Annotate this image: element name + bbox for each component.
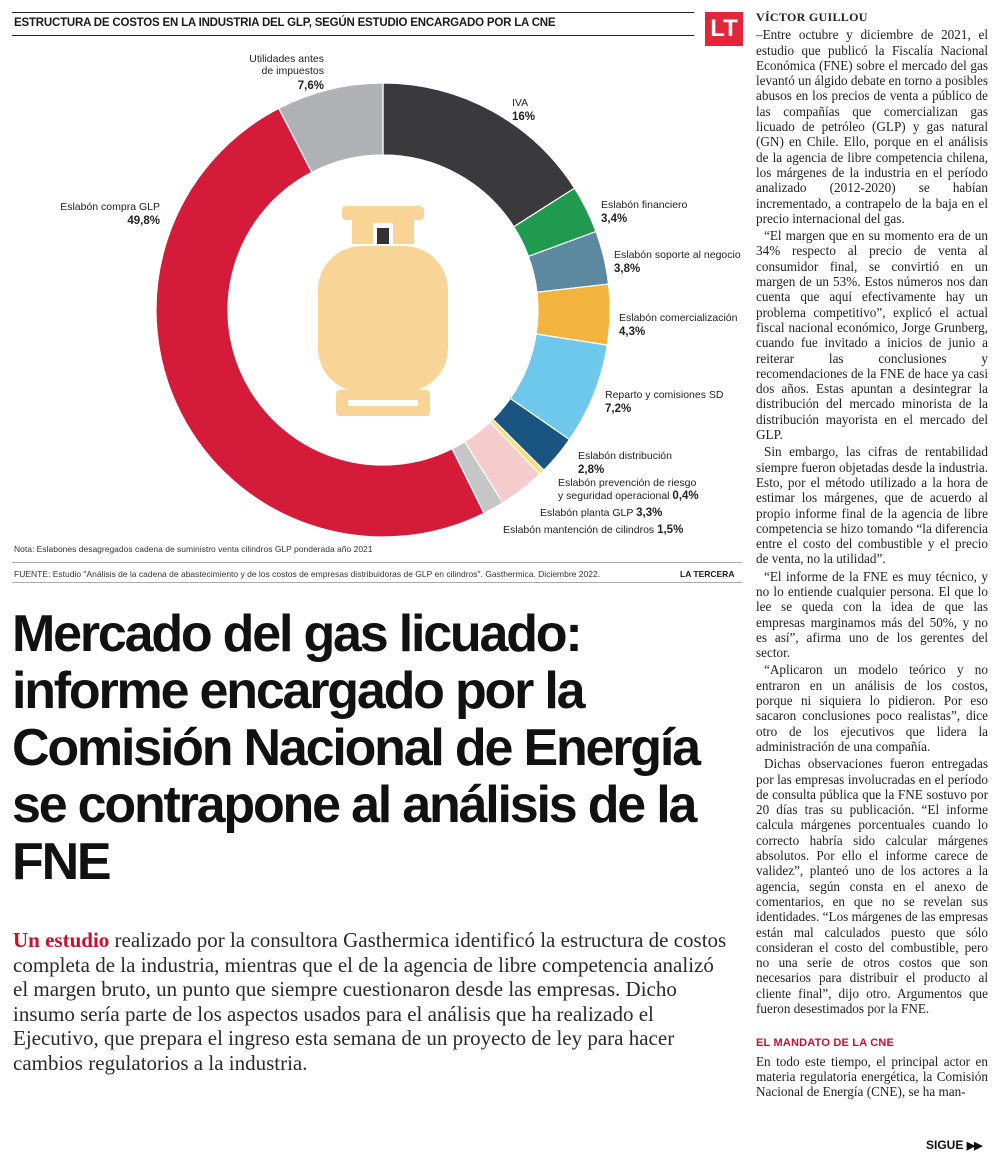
slice-label: Utilidades antes de impuestos [249,53,324,77]
slice-label: Eslabón comercialización [619,312,738,324]
headline: Mercado del gas licuado: informe encargado por la Comisión Nacional de Energía se contrapone al análisis de la FNE [12,605,699,891]
slice-value: 7,2% [605,403,632,415]
slice-label: Eslabón distribución [578,450,672,462]
article-paragraph: “Aplicaron un modelo teórico y no entraron en un análisis de los costos, porque ni siquiera lo pidieron. Por eso sacaron conclusiones poco realistas”, dice otro de los ejecutivos que lidera la administración de una compañía. [756,662,988,754]
slice-label: Eslabón mantención de cilindros 1,5% [503,524,684,536]
continue-arrows-icon: ▶▶ [966,1140,982,1152]
slice-value: 3,4% [601,213,628,225]
article-paragraph: “El informe de la FNE es muy técnico, y no lo entiende cualquier persona. El que lo lee se queda con la idea de que las empresas marginamos más del 50%, y no es así”, afirma uno de los gerentes del sector. [756,568,988,661]
slice-value: 2,8% [578,464,605,476]
article-column [756,10,988,1101]
article-paragraph: “El margen que en su momento era de un 34% respecto al precio de venta al consumidor final, se convirtió en un margen de un 53%. Estos números nos dan cuenta que aquí efectivamente hay un problema competitivo”, explicó el actual fiscal nacional económico, Jorge Grunberg, cuando fue invitado a inicios de junio a reiterar las conclusiones y recomendaciones de la FNE de hace ya casi dos años. Estas apuntan a desintegrar la distribución del mercado minorista de la distribución mayorista en el mercado del GLP. [756,228,988,443]
chart-title: ESTRUCTURA DE COSTOS EN LA INDUSTRIA DEL GLP, SEGÚN ESTUDIO ENCARGADO POR LA CNE [14,17,556,29]
slice-label: Reparto y comisiones SD [605,389,724,401]
lead-kicker: Un estudio [13,928,110,952]
chart-source: FUENTE: Estudio "Análisis de la cadena de abastecimiento y de los costos de empresas distribuidoras de GLP en cilindros". Gasthermica. Diciembre 2022. [14,569,601,579]
chart-note: Nota: Eslabones desagregados cadena de suministro venta cilindros GLP ponderada año 2021 [14,544,373,554]
donut-chart [0,40,745,540]
chart-bottom-rule [12,582,742,583]
article-paragraph: Sin embargo, las cifras de rentabilidad siempre fueron objetadas desde la industria. Esto, por el método utilizado a la hora de estimar los márgenes, que de acuerdo al propio informe final de la agencia de libre competencia se hizo tomando “la diferencia entre el costo del combustible y el precio de venta, no la utilidad”. [756,444,988,567]
chart-title-rule [12,35,694,36]
lead-paragraph [13,928,733,1075]
lead-text: realizado por la consultora Gasthermica identificó la estructura de costos completa de la industria, mientras que el de la agencia de libre competencia analizó el margen bruto, un punto que siempre cuestionaron desde las empresas. Dicho insumo sería parte de los aspectos usados para el análisis que ha realizado el Ejecutivo, que prepara el ingreso esta semana de un proyecto de ley para hacer cambios regulatorios a la industria. [13,928,727,1075]
slice-label: Eslabón soporte al negocio [614,249,741,261]
article-paragraph: –Entre octubre y diciembre de 2021, el estudio que publicó la Fiscalía Nacional Económica (FNE) sobre el mercado del gas levantó un álgido debate en torno a posibles abusos en los precios de venta a público de las compañías que comercializan gas licuado de petróleo (GLP) y gas natural (GN) en Chile. Ello, porque en el análisis de la agencia de libre competencia chilena, los márgenes de la industria en el período analizado (2012-2020) se habían incrementado, a contrapelo de la baja en el precio internacional del gas. [756,27,988,226]
la-tercera-logo: LT [705,12,743,46]
article-paragraph: Dichas observaciones fueron entregadas por las empresas involucradas en el período de consulta pública que la FNE sostuvo por 20 días tras su publicación. “El informe calcula márgenes porcentuales cuando lo correcto habría sido calcular márgenes absolutos. Por ello el informe carece de validez”, planteó uno de los actores a la agencia, según consta en el anexo de comentarios, en que no se revelan sus identidades. “Los márgenes de las empresas están mal calculados puesto que sólo consideran el costo del combustible, pero no una serie de otros costos que son necesarios para distribuir el producto al cliente final”, dijo otro. Argumentos que fueron desestimados por la FNE. [756,756,988,1016]
chart-footer-rule [12,562,742,563]
slice-label: IVA [512,97,529,109]
article-paragraph: En todo este tiempo, el principal actor en materia regulatoria energética, la Comisión Nacional de Energía (CNE), se ha man- [756,1053,988,1100]
slice-label: Eslabón prevención de riesgo y seguridad operacional 0,4% [558,477,699,502]
slice-value: 3,8% [614,263,641,275]
section-subhead: EL MANDATO DE LA CNE [756,1037,895,1050]
author-byline: VÍCTOR GUILLOU [756,10,868,24]
slice-label: Eslabón financiero [601,199,688,211]
chart-brand: LA TERCERA [680,569,735,579]
slice-label: Eslabón planta GLP 3,3% [540,507,663,519]
gas-cylinder-icon [318,206,448,416]
continue-link[interactable] [926,1138,982,1152]
slice-value: 16% [512,111,536,123]
slice-value: 49,8% [127,215,160,227]
slice-label: Eslabón compra GLP [60,201,160,213]
continue-label: SIGUE [926,1138,964,1152]
slice-iva [383,83,575,227]
chart-top-rule [12,12,694,13]
slice-value: 7,6% [297,80,324,92]
slice-value: 4,3% [619,326,646,338]
